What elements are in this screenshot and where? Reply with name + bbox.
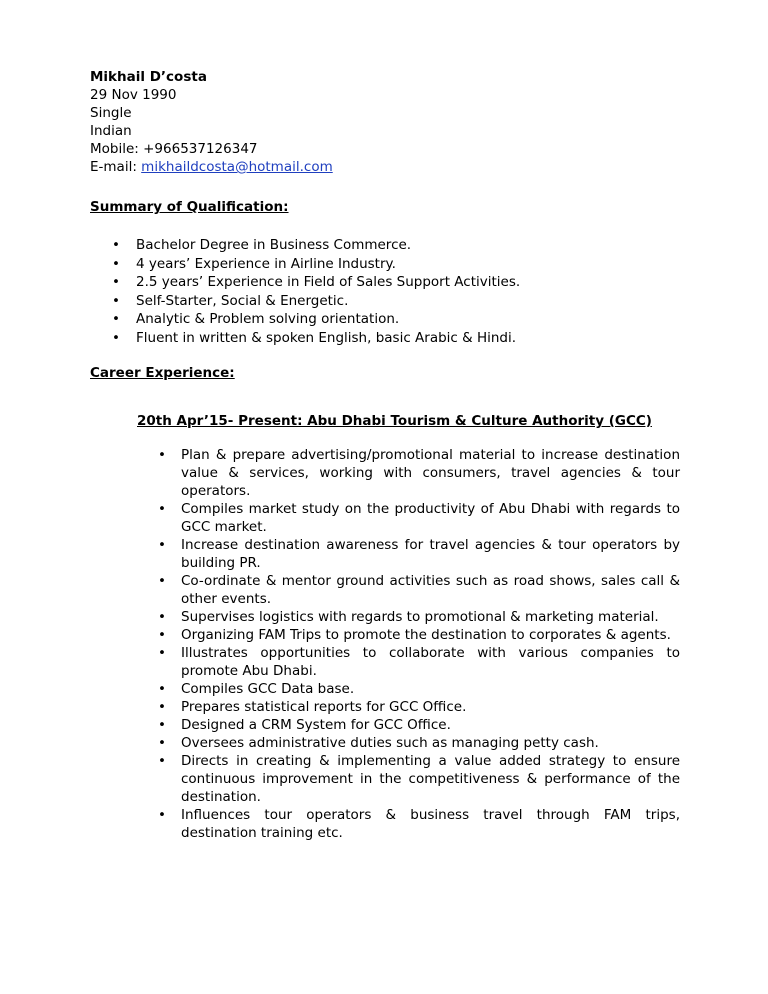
duty-text: Directs in creating & implementing a value added strategy to ensure continuous improvement in the competitiveness & performance of the destination. bbox=[181, 753, 680, 805]
summary-heading: Summary of Qualification: bbox=[90, 199, 289, 215]
bullet-icon: • bbox=[112, 311, 120, 327]
list-item bbox=[137, 608, 680, 626]
list-item bbox=[137, 698, 680, 716]
duty-text: Plan & prepare advertising/promotional material to increase destination value & services, working with consumers, travel agencies & tour operators. bbox=[181, 447, 680, 499]
bullet-icon: • bbox=[158, 753, 166, 769]
duties-list bbox=[137, 446, 680, 842]
job-entry bbox=[90, 412, 680, 842]
duty-text: Increase destination awareness for travel agencies & tour operators by building PR. bbox=[181, 537, 680, 571]
candidate-name: Mikhail D’costa bbox=[90, 69, 207, 85]
marital-status: Single bbox=[90, 105, 132, 121]
duty-text: Organizing FAM Trips to promote the destination to corporates & agents. bbox=[181, 627, 671, 643]
list-item bbox=[137, 806, 680, 842]
list-item bbox=[137, 572, 680, 608]
list-item bbox=[90, 255, 680, 274]
summary-item-text: Fluent in written & spoken English, basic Arabic & Hindi. bbox=[136, 329, 517, 346]
bullet-icon: • bbox=[112, 274, 120, 290]
summary-item-text: 2.5 years’ Experience in Field of Sales Support Activities. bbox=[136, 274, 521, 290]
list-item bbox=[137, 644, 680, 680]
list-item bbox=[90, 236, 680, 255]
date-of-birth: 29 Nov 1990 bbox=[90, 87, 177, 103]
list-item bbox=[137, 446, 680, 500]
duty-text: Compiles market study on the productivity of Abu Dhabi with regards to GCC market. bbox=[181, 501, 680, 535]
bullet-icon: • bbox=[158, 501, 166, 517]
summary-item-text: Bachelor Degree in Business Commerce. bbox=[136, 237, 412, 253]
list-item bbox=[137, 500, 680, 536]
bullet-icon: • bbox=[112, 292, 120, 309]
career-heading: Career Experience: bbox=[90, 365, 235, 381]
email-label: E-mail: bbox=[90, 159, 142, 175]
job-title: 20th Apr’15- Present: Abu Dhabi Tourism & Culture Authority (GCC) bbox=[137, 413, 652, 429]
list-item bbox=[90, 310, 680, 329]
resume-page bbox=[90, 68, 680, 842]
summary-item-text: Self-Starter, Social & Energetic. bbox=[136, 292, 349, 309]
bullet-icon: • bbox=[158, 699, 166, 715]
summary-item-text: Analytic & Problem solving orientation. bbox=[136, 311, 400, 327]
bullet-icon: • bbox=[112, 237, 120, 253]
duty-text: Prepares statistical reports for GCC Office. bbox=[181, 699, 467, 715]
list-item bbox=[137, 734, 680, 752]
bullet-icon: • bbox=[158, 807, 166, 823]
duty-text: Illustrates opportunities to collaborate with various companies to promote Abu Dhabi. bbox=[181, 645, 680, 679]
list-item bbox=[90, 329, 680, 348]
list-item bbox=[137, 680, 680, 698]
bullet-icon: • bbox=[158, 609, 166, 625]
list-item bbox=[137, 626, 680, 644]
list-item bbox=[90, 292, 680, 311]
duty-text: Influences tour operators & business travel through FAM trips, destination training etc. bbox=[181, 807, 680, 841]
mobile-number: Mobile: +966537126347 bbox=[90, 141, 258, 157]
bullet-icon: • bbox=[158, 447, 166, 463]
bullet-icon: • bbox=[112, 255, 120, 272]
duty-text: Compiles GCC Data base. bbox=[181, 681, 355, 697]
list-item bbox=[137, 716, 680, 734]
bullet-icon: • bbox=[158, 717, 166, 733]
summary-list bbox=[90, 236, 680, 347]
email-link[interactable]: mikhaildcosta@hotmail.com bbox=[141, 159, 333, 175]
bullet-icon: • bbox=[158, 645, 166, 661]
duty-text: Designed a CRM System for GCC Office. bbox=[181, 717, 451, 733]
list-item bbox=[137, 752, 680, 806]
duty-text: Co-ordinate & mentor ground activities such as road shows, sales call & other events. bbox=[181, 573, 680, 607]
duty-text: Supervises logistics with regards to promotional & marketing material. bbox=[181, 609, 659, 625]
nationality: Indian bbox=[90, 123, 132, 139]
bullet-icon: • bbox=[158, 735, 166, 751]
list-item bbox=[137, 536, 680, 572]
bullet-icon: • bbox=[158, 537, 166, 553]
bullet-icon: • bbox=[158, 627, 166, 643]
bullet-icon: • bbox=[112, 329, 120, 346]
summary-item-text: 4 years’ Experience in Airline Industry. bbox=[136, 255, 396, 272]
duty-text: Oversees administrative duties such as managing petty cash. bbox=[181, 735, 599, 751]
bullet-icon: • bbox=[158, 681, 166, 697]
list-item bbox=[90, 273, 680, 292]
bullet-icon: • bbox=[158, 573, 166, 589]
email-line bbox=[90, 158, 680, 176]
